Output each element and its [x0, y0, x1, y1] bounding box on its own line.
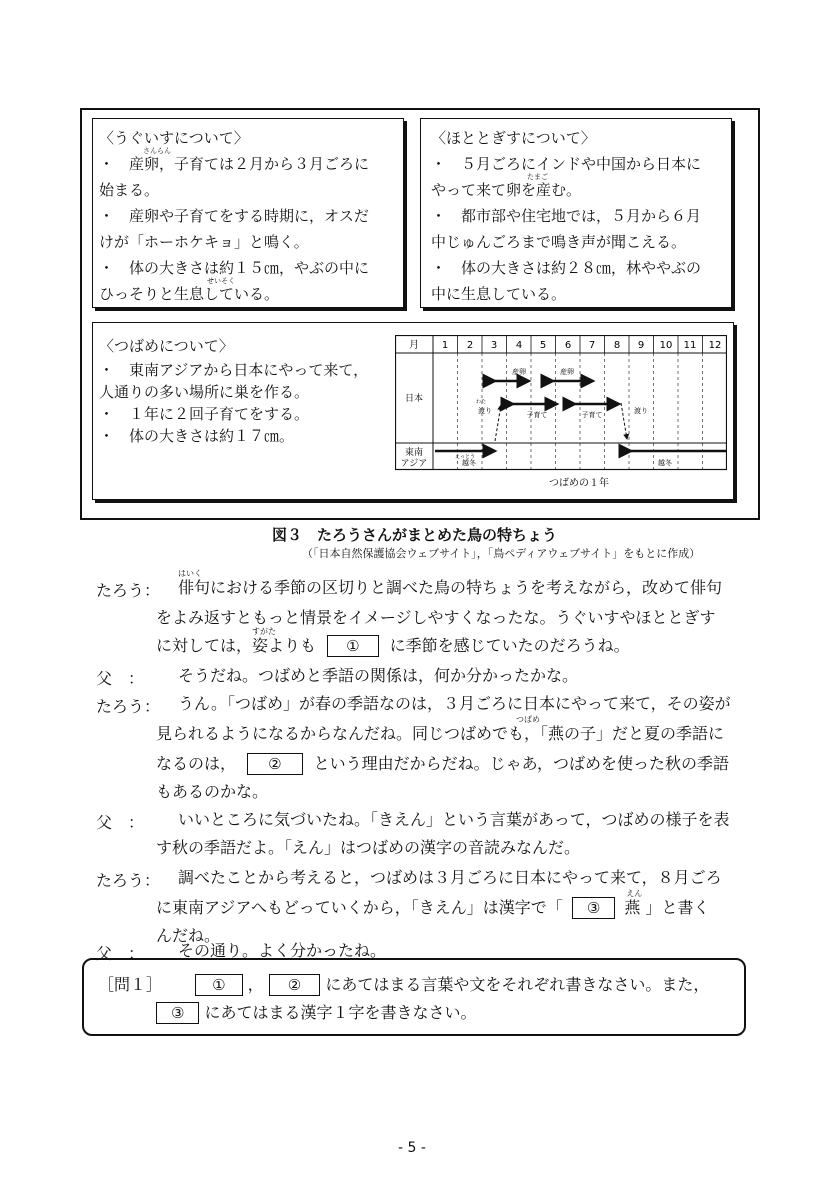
label-watari-1: 渡り: [478, 407, 492, 415]
month-9: 9: [637, 340, 645, 351]
month-6: 6: [564, 340, 572, 351]
label-sanran-2: 産卵: [560, 368, 574, 376]
label-ettou-1: 越冬: [462, 459, 476, 467]
speaker-taro-1: たろう：: [96, 581, 161, 600]
tsubame-card: [92, 322, 734, 500]
row-sea-2: アジア: [400, 459, 428, 469]
tsubame-line-3: ・ １年に２回子育てをする。: [99, 405, 310, 423]
speaker-chichi-1: 父 ：: [96, 669, 145, 688]
dialogue-line-10: す秋の季語だよ。「えん」はつばめの漢字の音読みなんだ。: [156, 838, 581, 857]
ruby-sugata: すがた: [252, 627, 276, 636]
hototogisu-title: 〈ほととぎすについて〉: [431, 129, 596, 147]
month-dashes: [458, 353, 703, 470]
question-text-1: にあてはまる言葉や文をそれぞれ書きなさい。また，: [325, 975, 710, 994]
label-kosodate-1: 子育て: [526, 411, 548, 419]
dialogue-line-3: すがた に対しては，姿よりも ① に季節を感じていたのだろうね。: [156, 627, 630, 655]
hototogisu-line-6: 中に生息している。: [431, 285, 567, 303]
month-8: 8: [613, 340, 621, 351]
hototogisu-line-1: ・ ５月ごろにインドや中国から日本に: [431, 155, 702, 173]
month-7: 7: [588, 340, 596, 351]
question-line-2: [156, 1000, 477, 1024]
question-blank-2: ②: [269, 974, 320, 996]
uguisu-line-3: ・ 産卵や子育てをする時期に，オスだ: [99, 207, 369, 225]
ruby-sanran: さんらん: [143, 147, 171, 155]
question-box: [82, 958, 746, 1036]
kanji-en: 燕: [624, 898, 641, 917]
dialogue-line-7: なるのは， ② という理由だからだね。じゃあ，つばめを使った秋の季語: [156, 754, 730, 773]
month-4: 4: [515, 340, 523, 351]
tsubame-calendar: [395, 335, 727, 491]
dialogue-line-5: うん。「つばめ」が春の季語なのは，３月ごろに日本にやって来て，その姿が: [178, 694, 731, 713]
tsubame-title: 〈つばめについて〉: [99, 337, 234, 355]
uguisu-line-1: さんらん ・ 産卵，子育ては２月から３月ごろに: [99, 147, 370, 173]
label-watari-2: 渡り: [634, 407, 648, 415]
month-5: 5: [539, 340, 547, 351]
month-3: 3: [490, 340, 498, 351]
dialogue-line-4: そうだね。つばめと季語の関係は，何か分かったかな。: [178, 666, 579, 685]
dialogue-line-12: に東南アジアへもどっていくから，「きえん」は漢字で「 ③ えん 燕 」と書く: [156, 889, 710, 917]
dialogue-line-2: をよみ返すともっと情景をイメージしやすくなったな。うぐいすやほととぎす: [156, 608, 716, 627]
hototogisu-line-4: 中じゅんごろまで鳴き声が聞こえる。: [431, 233, 687, 251]
hototogisu-card: [420, 118, 732, 308]
dialogue-line-11: 調べたことから考えると，つばめは３月ごろに日本にやって来て，８月ごろ: [178, 868, 722, 887]
dialogue-line-14: その通り。よく分かったね。: [178, 941, 387, 960]
speaker-chichi-3-visible: 父 ：: [96, 944, 145, 963]
tsubame-line-4: ・ 体の大きさは約１７㎝。: [99, 427, 295, 445]
uguisu-line-5: ・ 体の大きさは約１５㎝，やぶの中に: [99, 259, 370, 277]
ruby-haiku: はいく: [178, 569, 202, 578]
hototogisu-line-2: たまご やって来て卵を産む。: [431, 173, 582, 199]
label-ettou-2: 越冬: [658, 459, 672, 467]
ruby-en: えん: [626, 889, 643, 898]
month-2: 2: [466, 340, 474, 351]
month-10: 10: [659, 340, 673, 351]
ruby-tamago: たまご: [527, 173, 548, 181]
label-kosodate-2: 子育て: [581, 411, 603, 419]
ruby-watari: わた: [475, 399, 487, 405]
ruby-tsubame: つばめ: [516, 715, 540, 724]
tsubame-line-1: ・ 東南アジアから日本にやって来て，: [99, 361, 369, 379]
blank-3: ③: [572, 897, 615, 919]
ruby-seisoku: せいそく: [207, 277, 235, 285]
month-12: 12: [708, 340, 722, 351]
page-number: - 5 -: [398, 1140, 426, 1156]
uguisu-line-6: せいそく ひっそりと生息している。: [99, 277, 280, 303]
row-sea-1: 東南: [404, 448, 424, 458]
dialogue-line-13: んだね。: [156, 926, 221, 945]
hototogisu-line-5: ・ 体の大きさは約２８㎝，林ややぶの: [431, 259, 702, 277]
uguisu-line-4: けが「ホーホケキョ」と鳴く。: [99, 233, 309, 251]
hototogisu-line-3: ・ 都市部や住宅地では，５月から６月: [431, 207, 702, 225]
figure-caption: 図３ たろうさんがまとめた鳥の特ちょう: [272, 526, 558, 544]
speaker-taro-3: たろう：: [96, 871, 161, 890]
tsubame-line-2: 人通りの多い場所に巣を作る。: [99, 383, 310, 401]
row-japan: 日本: [404, 394, 424, 404]
uguisu-card: [92, 118, 404, 308]
question-label: ［問１］: [98, 975, 163, 994]
uguisu-title: 〈うぐいすについて〉: [99, 129, 249, 147]
ruby-ettou: えっとう: [454, 454, 476, 460]
figure-source: （「日本自然保護協会ウェブサイト」，「鳥ペディアウェブサイト」をもとに作成）: [302, 547, 701, 560]
speaker-chichi-2: 父 ：: [96, 813, 145, 832]
departure-arrow: [621, 403, 627, 439]
uguisu-line-2: 始まる。: [99, 181, 160, 199]
question-blank-1: ①: [195, 974, 242, 996]
question-line-1: ［問１］ ① ， ② にあてはまる言葉や文をそれぞれ書きなさい。また，: [98, 975, 710, 994]
dialogue-line-6: つばめ 見られるようになるからなんだね。同じつばめでも，「燕の子」だと夏の季語に: [156, 715, 725, 743]
question-text-2: にあてはまる漢字１字を書きなさい。: [204, 1003, 477, 1022]
dialogue-line-9: いいところに気づいたね。「きえん」という言葉があって，つばめの様子を表: [178, 810, 730, 829]
month-header: 月: [409, 340, 419, 351]
arrival-arrow: [495, 405, 501, 441]
label-sanran-1: 産卵: [512, 368, 526, 376]
month-1: 1: [441, 340, 449, 351]
blank-2: ②: [247, 753, 302, 775]
chart-footer: つばめの１年: [549, 478, 609, 489]
dialogue-line-1: はいく 俳句における季節の区切りと調べた鳥の特ちょうを考えながら，改めて俳句: [178, 569, 723, 597]
speaker-taro-2: たろう：: [96, 697, 161, 716]
month-11: 11: [683, 340, 697, 351]
dialogue-line-8: もあるのかな。: [156, 782, 269, 801]
blank-1: ①: [327, 635, 378, 657]
question-blank-3: ③: [156, 1002, 199, 1024]
